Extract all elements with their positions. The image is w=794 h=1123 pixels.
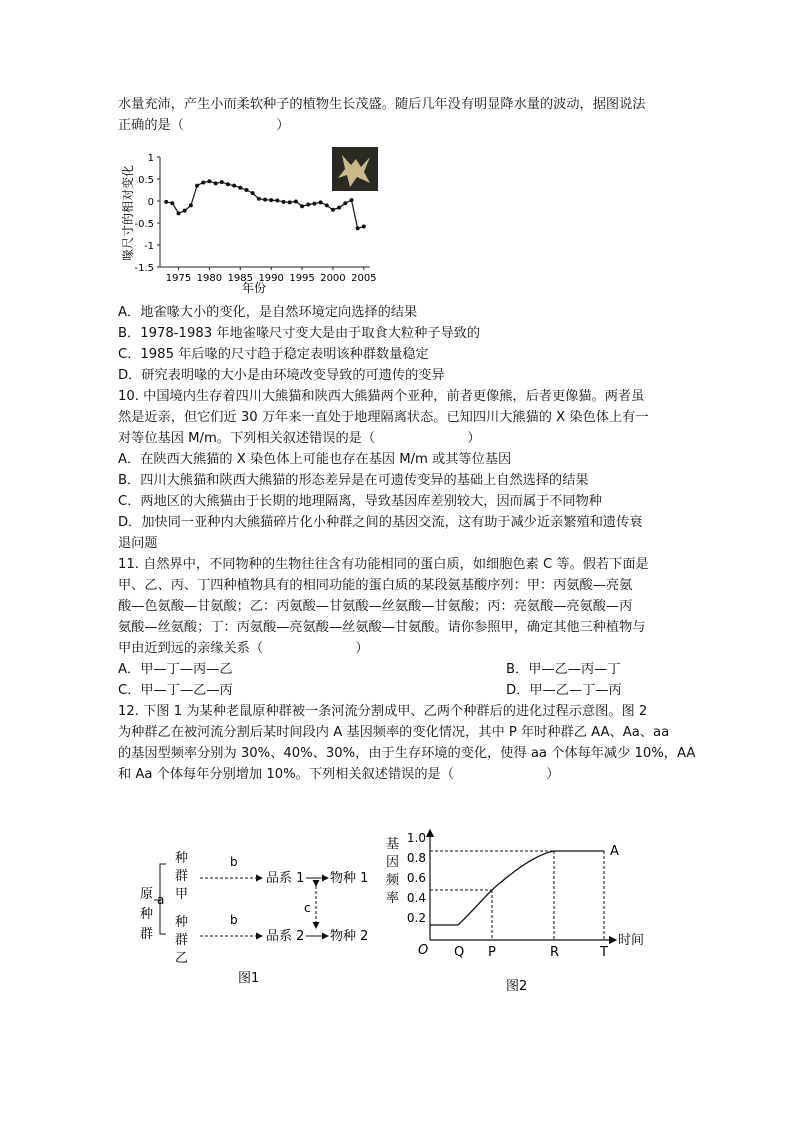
chart-data-point xyxy=(300,204,304,208)
beak-size-chart xyxy=(118,145,388,297)
chart-data-point xyxy=(263,198,267,202)
chart-x-tick-label: 1990 xyxy=(258,273,284,284)
fig2-xlabel: 时间 xyxy=(618,933,645,948)
q9-option-c: C．1985 年后喙的尺寸趋于稳定表明该种群数量稳定 xyxy=(118,347,429,362)
fig2-curve-a xyxy=(430,851,604,925)
q11-option-b: B．甲—乙—丙—丁 xyxy=(506,662,621,677)
fig2-curve-label: A xyxy=(610,844,619,859)
chart-y-tick-label: 0.5 xyxy=(138,175,154,186)
chart-data-point xyxy=(294,199,298,203)
fig1-jia-1: 种 xyxy=(175,851,189,866)
chart-data-point xyxy=(164,200,168,204)
fig2-ytick-0.6: 0.6 xyxy=(406,871,426,885)
chart-x-tick-label: 1980 xyxy=(196,273,223,284)
q10-option-d-line-2: 退问题 xyxy=(118,536,158,551)
fig2-xtick-q: Q xyxy=(454,945,465,960)
chart-data-point xyxy=(257,197,261,201)
chart-data-point xyxy=(232,184,236,188)
fig2-ylabel-3: 频 xyxy=(386,873,400,888)
chart-data-point xyxy=(356,226,360,230)
q11-option-c: C．甲—丁—乙—丙 xyxy=(118,683,233,698)
fig1-zhong: 种 xyxy=(140,907,154,922)
fig1-label-b-top: b xyxy=(230,855,238,869)
fig2-xtick-t: T xyxy=(600,945,608,960)
figure-2-chart xyxy=(380,828,660,1000)
chart-data-point xyxy=(195,184,199,188)
fig1-pinxi-1: 品系 1 xyxy=(266,871,305,886)
fig1-label-a: a xyxy=(157,893,165,907)
chart-y-ticks xyxy=(134,153,160,274)
q11-line-3: 酸—色氨酸—甘氨酸；乙：丙氨酸—甘氨酸—丝氨酸—甘氨酸；丙：亮氨酸—亮氨酸—丙 xyxy=(118,599,633,614)
finch-photo xyxy=(332,147,378,191)
q10-line-2: 然是近亲，但它们近 30 万年来一直处于地理隔离状态。已知四川大熊猫的 X 染色体上有一 xyxy=(118,410,649,425)
fig2-ytick-0.2: 0.2 xyxy=(406,911,426,925)
chart-data-point xyxy=(201,181,205,185)
fig1-jia-3: 甲 xyxy=(175,887,189,902)
fig2-ytick-1.0: 1.0 xyxy=(406,831,426,845)
q10-option-a: A．在陕西大熊猫的 X 染色体上可能也存在基因 M/m 或其等位基因 xyxy=(118,452,512,467)
fig2-ytick-0.8: 0.8 xyxy=(406,851,426,865)
chart-data-point xyxy=(207,179,211,183)
fig1-wuzhong-1: 物种 1 xyxy=(330,871,369,886)
q10-line-3: 对等位基因 M/m。下列相关叙述错误的是（ ） xyxy=(118,431,481,446)
fig1-yuan: 原 xyxy=(140,887,154,902)
fig1-yi-3: 乙 xyxy=(175,951,189,966)
intro-line-2: 正确的是（ ） xyxy=(118,118,290,133)
fig2-caption: 图2 xyxy=(506,979,528,994)
chart-y-tick-label: 0 xyxy=(147,197,154,208)
chart-data-point xyxy=(319,200,323,204)
chart-y-label xyxy=(120,165,135,261)
q12-line-2: 为种群乙在被河流分割后某时间段内 A 基因频率的变化情况，其中 P 年时种群乙 AA、Aa、aa xyxy=(118,725,670,740)
chart-data-point xyxy=(251,191,255,195)
chart-data-point xyxy=(288,200,292,204)
chart-x-tick-label: 1985 xyxy=(227,273,254,284)
q9-option-d: D．研究表明喙的大小是由环境改变导致的可遗传的变异 xyxy=(118,368,445,383)
chart-data-point xyxy=(306,203,310,207)
chart-data-point xyxy=(331,208,335,212)
fig1-label-b-bottom: b xyxy=(230,913,238,927)
q10-option-b: B．四川大熊猫和陕西大熊猫的形态差异是在可遗传变异的基础上自然选择的结果 xyxy=(118,473,589,488)
q11-option-a: A．甲—丁—丙—乙 xyxy=(118,662,233,677)
chart-data-point xyxy=(189,203,193,207)
chart-data-point xyxy=(244,188,248,192)
chart-data-point xyxy=(226,182,230,186)
chart-y-tick-label: 1 xyxy=(147,153,154,164)
q9-option-a: A．地雀喙大小的变化，是自然环境定向选择的结果 xyxy=(118,305,418,320)
q10-line-1: 10. 中国境内生存着四川大熊猫和陕西大熊猫两个亚种，前者更像熊，后者更像猫。两者虽 xyxy=(118,389,645,404)
figure-1-diagram xyxy=(130,840,390,990)
chart-ylabel: 喙尺寸的相对变化 xyxy=(121,164,135,262)
fig1-wuzhong-2: 物种 2 xyxy=(330,929,369,944)
q12-line-4: 和 Aa 个体每年分别增加 10%。下列相关叙述错误的是（ ） xyxy=(118,767,560,782)
fig1-yi-1: 种 xyxy=(175,915,189,930)
chart-x-tick-label: 2000 xyxy=(320,273,346,284)
fig2-ylabel-4: 率 xyxy=(386,891,400,906)
q11-line-5: 甲由近到远的亲缘关系（ ） xyxy=(118,641,369,656)
q10-option-c: C．两地区的大熊猫由于长期的地理隔离，导致基因库差别较大，因而属于不同物种 xyxy=(118,494,602,509)
chart-data-point xyxy=(269,198,273,202)
fig1-pinxi-2: 品系 2 xyxy=(266,929,305,944)
fig1-caption: 图1 xyxy=(238,971,260,986)
fig2-ylabel-1: 基 xyxy=(386,837,400,852)
chart-x-tick-label: 1995 xyxy=(289,273,315,284)
fig1-yi-2: 群 xyxy=(175,933,189,948)
chart-xlabel: 年份 xyxy=(241,281,267,295)
chart-data-point xyxy=(325,203,329,207)
q12-line-3: 的基因型频率分别为 30%、40%、30%，由于生存环境的变化，使得 aa 个体每年减少 10%，AA xyxy=(118,746,696,761)
chart-data-point xyxy=(220,180,224,184)
chart-data-point xyxy=(349,198,353,202)
chart-data-point xyxy=(337,206,341,210)
chart-data-point xyxy=(275,199,279,203)
chart-data-point xyxy=(177,211,181,215)
q11-line-2: 甲、乙、丙、丁四种植物具有的相同功能的蛋白质的某段氨基酸序列：甲：丙氨酸—亮氨 xyxy=(118,578,633,593)
chart-data-point xyxy=(362,225,366,229)
fig1-qun: 群 xyxy=(140,927,154,942)
fig2-ytick-0.4: 0.4 xyxy=(406,891,426,905)
chart-data-point xyxy=(312,202,316,206)
chart-data-point xyxy=(183,209,187,213)
q11-line-4: 氨酸—丝氨酸；丁：丙氨酸—亮氨酸—丝氨酸—甘氨酸。请你参照甲，确定其他三种植物与 xyxy=(118,620,646,635)
q9-option-b: B．1978-1983 年地雀喙尺寸变大是由于取食大粒种子导致的 xyxy=(118,326,481,341)
fig1-jia-2: 群 xyxy=(175,869,189,884)
chart-y-tick-label: -0.5 xyxy=(134,219,154,230)
fig1-label-c: c xyxy=(304,901,311,915)
fig2-xtick-r: R xyxy=(550,945,560,960)
q12-line-1: 12. 下图 1 为某种老鼠原种群被一条河流分割成甲、乙两个种群后的进化过程示意图。图 2 xyxy=(118,704,648,719)
q11-option-d: D．甲—乙—丁—丙 xyxy=(506,683,622,698)
chart-data-point xyxy=(343,201,347,205)
chart-y-tick-label: -1.5 xyxy=(134,263,154,274)
q11-line-1: 11. 自然界中，不同物种的生物往往含有功能相同的蛋白质，如细胞色素 C 等。假若下面是 xyxy=(118,557,649,572)
intro-line-1: 水量充沛，产生小而柔软种子的植物生长茂盛。随后几年没有明显降水量的波动，据图说法 xyxy=(118,97,646,112)
chart-x-tick-label: 1975 xyxy=(165,273,192,284)
chart-data-point xyxy=(238,186,242,190)
chart-data-point xyxy=(170,201,174,205)
chart-y-tick-label: -1 xyxy=(144,241,154,252)
chart-data-point xyxy=(282,200,286,204)
fig2-ylabel-2: 因 xyxy=(386,855,400,870)
fig2-origin: O xyxy=(418,943,429,958)
fig2-xtick-p: P xyxy=(488,945,496,960)
chart-x-ticks xyxy=(166,267,377,284)
chart-data-point xyxy=(214,181,218,185)
chart-x-tick-label: 2005 xyxy=(351,273,377,284)
q10-option-d-line-1: D．加快同一亚种内大熊猫碎片化小种群之间的基因交流，这有助于减少近亲繁殖和遗传衰 xyxy=(118,515,643,530)
